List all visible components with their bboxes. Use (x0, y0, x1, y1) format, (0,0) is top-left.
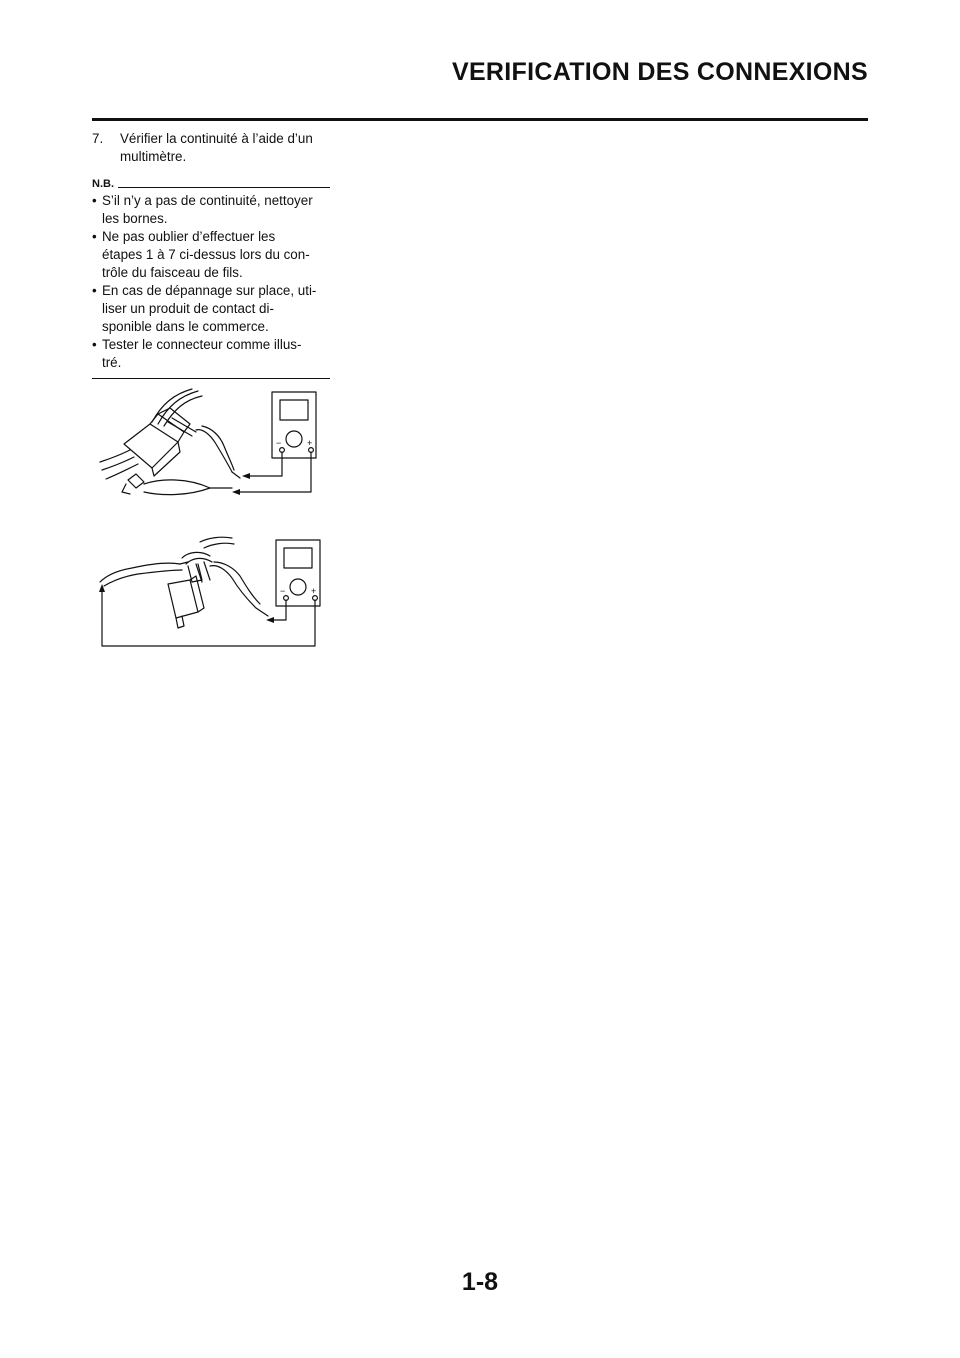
meter-plus-label: + (311, 586, 317, 596)
meter-minus-label: − (280, 586, 286, 596)
meter-plus-label: + (307, 438, 313, 448)
note-item-3: • En cas de dépannage sur place, uti- liser un produit de contact di- sponible dans le commerce. (92, 283, 317, 334)
note-list (92, 192, 330, 372)
note-header (92, 178, 330, 190)
step-number: 7. (92, 131, 104, 146)
bullet-icon: • (92, 283, 97, 298)
connector-test-illustration-2 (92, 534, 332, 654)
note-item-1: • S’il n’y a pas de continuité, nettoyer les bornes. (92, 193, 313, 226)
page-title: VERIFICATION DES CONNEXIONS (451, 58, 868, 86)
bullet-icon: • (92, 193, 97, 208)
title-rule (92, 118, 868, 121)
bullet-icon: • (92, 337, 97, 352)
content-column (92, 130, 330, 379)
note-label: N.B. (92, 178, 114, 190)
note-end-rule (92, 378, 330, 379)
step-text-line-1: Vérifier la continuité à l’aide d’un (120, 131, 313, 146)
meter-minus-label: − (276, 438, 282, 448)
step-text-line-2: multimètre. (120, 149, 187, 164)
bullet-icon: • (92, 229, 97, 244)
note-item-4: • Tester le connecteur comme illus- tré. (92, 337, 302, 370)
connector-test-illustration-1 (92, 384, 332, 514)
step-7 (92, 130, 330, 166)
note-item-2: • Ne pas oublier d’effectuer les étapes 1 à 7 ci-dessus lors du con- trôle du faisceau de fils. (92, 229, 310, 280)
note-header-rule (118, 187, 330, 188)
page-number: 1-8 (461, 1268, 499, 1296)
